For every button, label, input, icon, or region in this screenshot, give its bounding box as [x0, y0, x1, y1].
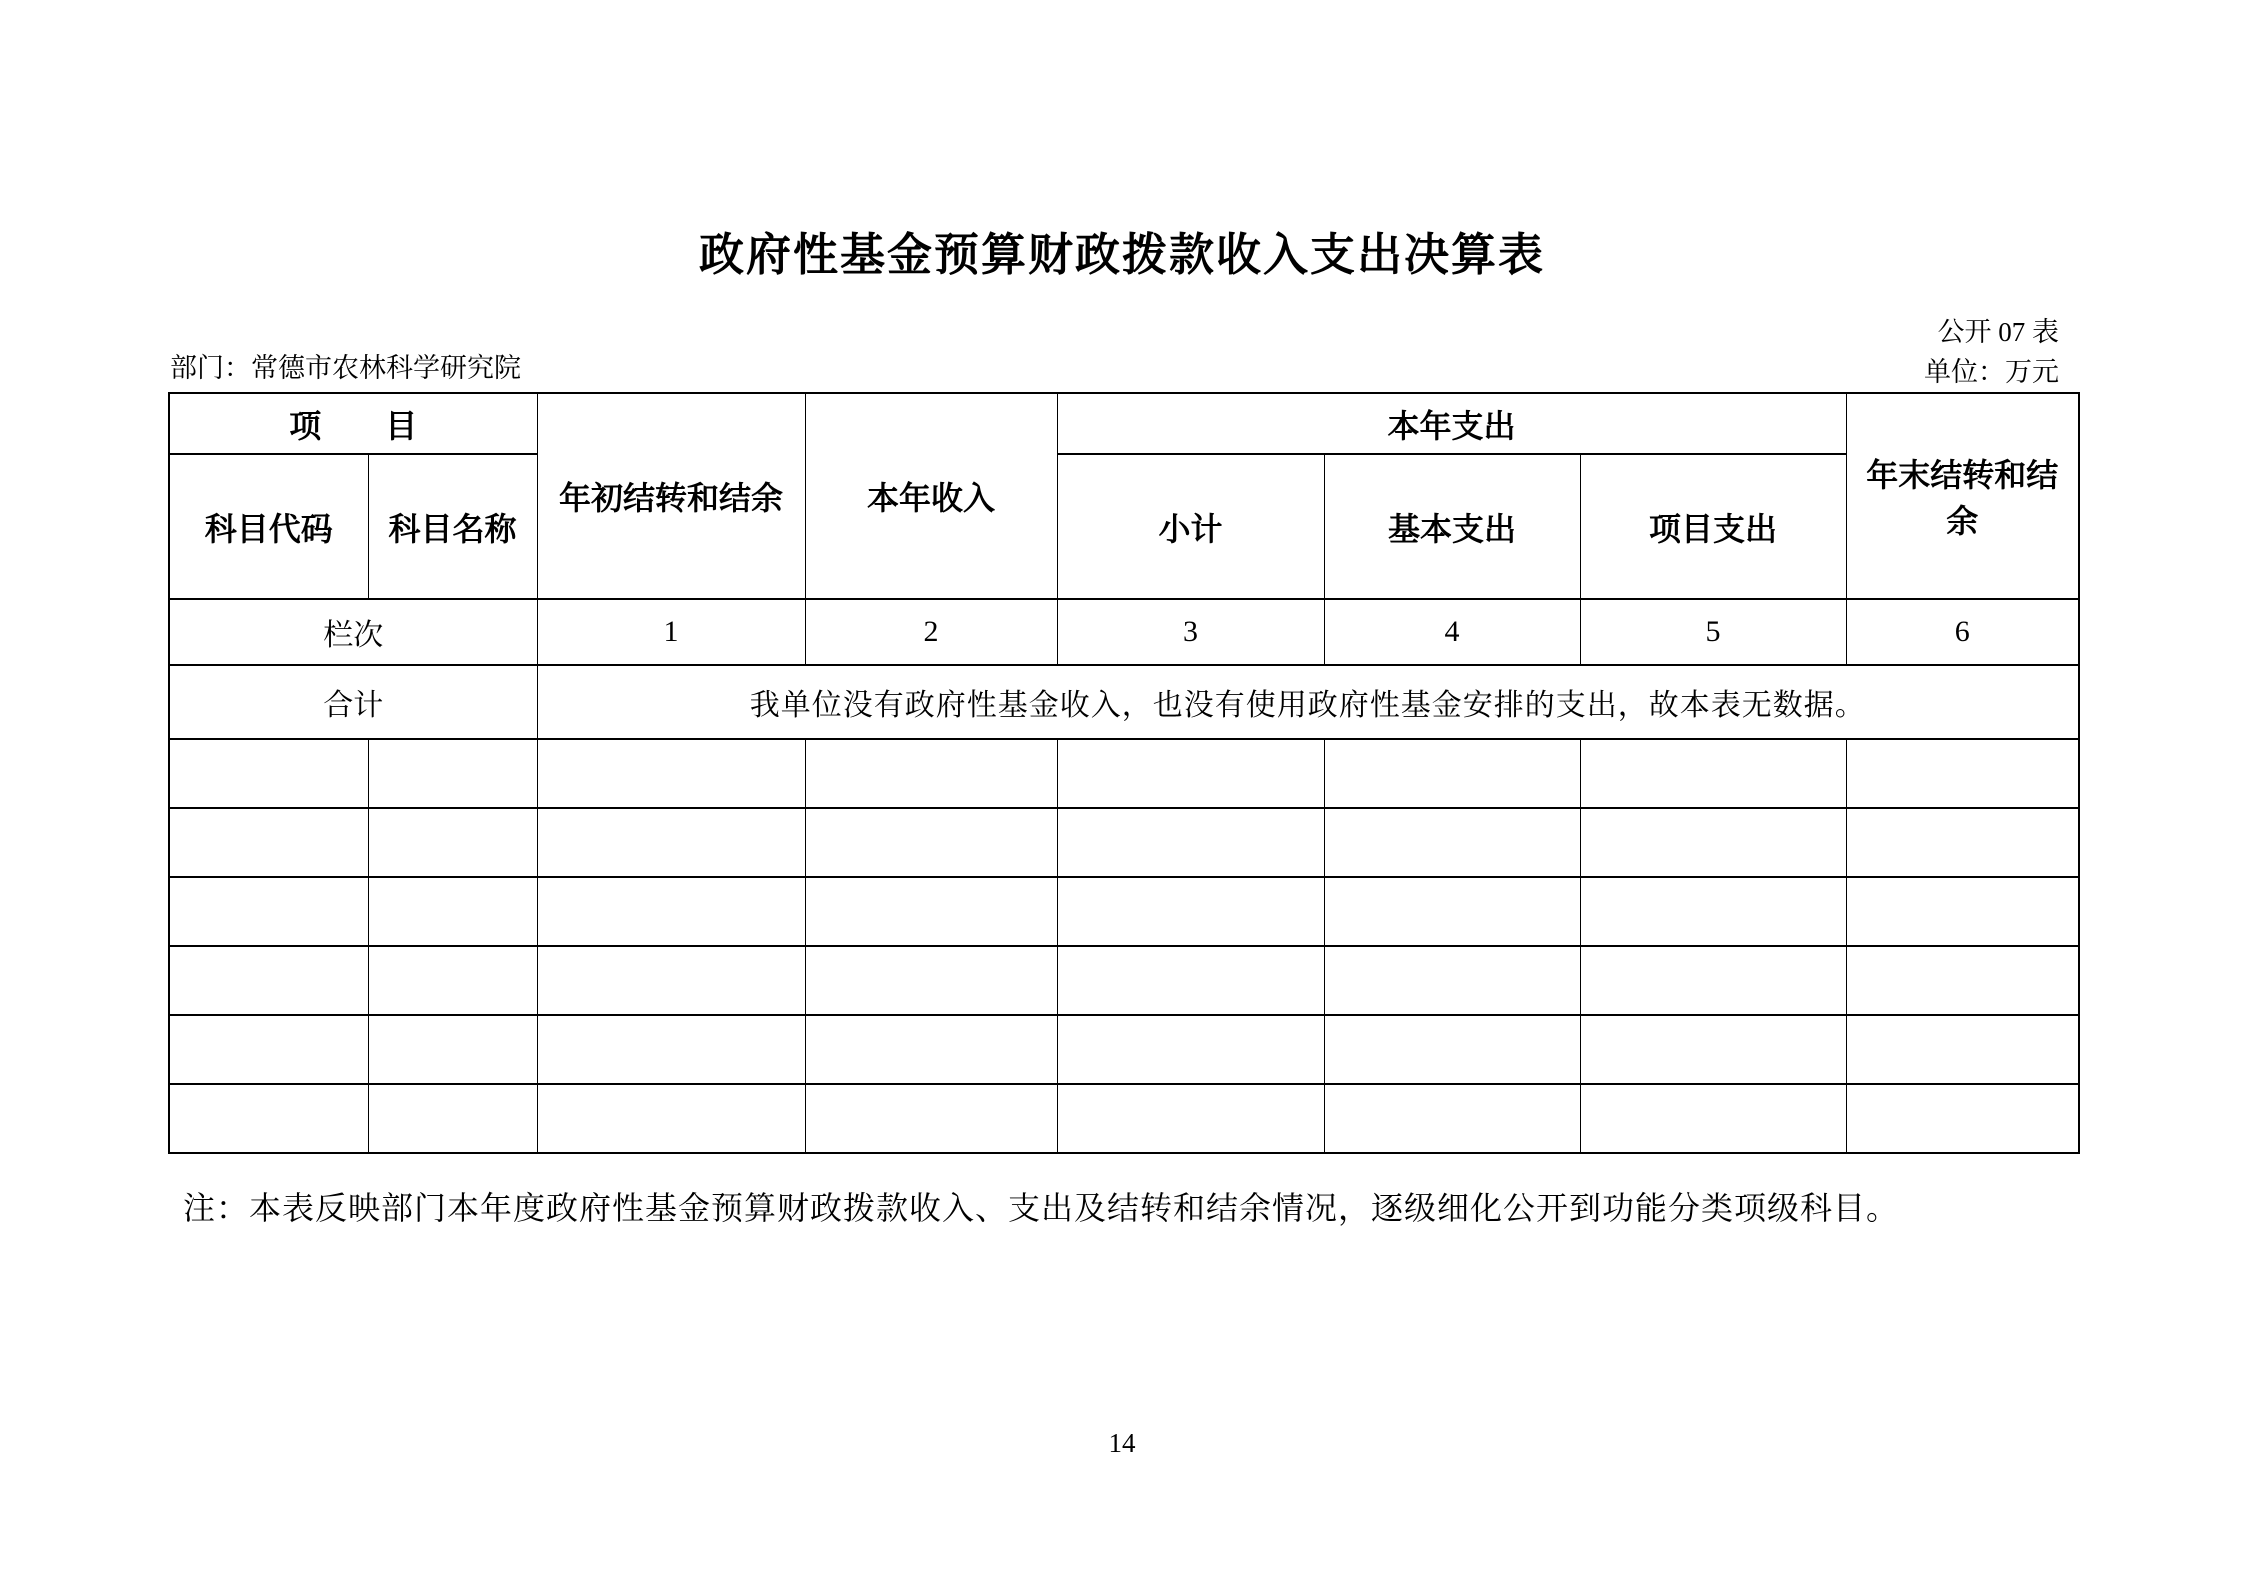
total-row-content: 我单位没有政府性基金收入，也没有使用政府性基金安排的支出，故本表无数据。 — [537, 665, 2079, 739]
empty-cell — [1057, 1015, 1324, 1084]
header-current-income: 本年收入 — [805, 393, 1057, 599]
page-number: 14 — [1108, 1428, 1136, 1458]
empty-cell — [1057, 877, 1324, 946]
footnote: 注：本表反映部门本年度政府性基金预算财政拨款收入、支出及结转和结余情况，逐级细化公开到功能分类项级科目。 — [183, 1190, 1900, 1226]
empty-cell — [1580, 1084, 1846, 1153]
empty-cell — [1057, 946, 1324, 1015]
empty-cell — [537, 808, 805, 877]
empty-cell — [1846, 946, 2079, 1015]
header-begin-balance: 年初结转和结余 — [537, 393, 805, 599]
empty-cell — [805, 946, 1057, 1015]
empty-cell — [1324, 1084, 1580, 1153]
empty-cell — [805, 1015, 1057, 1084]
empty-table-row — [169, 739, 2079, 808]
header-project: 项 目 — [169, 393, 537, 454]
column-index-6: 6 — [1846, 599, 2079, 665]
empty-cell — [1580, 946, 1846, 1015]
empty-table-row — [169, 877, 2079, 946]
total-row — [169, 665, 2079, 739]
empty-table-row — [169, 1015, 2079, 1084]
empty-cell — [1580, 877, 1846, 946]
fund-budget-table — [168, 392, 2080, 1154]
empty-cell — [169, 808, 368, 877]
header-subject-name: 科目名称 — [368, 454, 537, 599]
header-subject-code: 科目代码 — [169, 454, 368, 599]
department-label: 部门：常德市农林科学研究院 — [170, 353, 521, 383]
empty-cell — [368, 739, 537, 808]
column-index-row — [169, 599, 2079, 665]
page-title: 政府性基金预算财政拨款收入支出决算表 — [698, 228, 1545, 281]
empty-cell — [805, 739, 1057, 808]
total-row-label: 合计 — [169, 665, 537, 739]
empty-cell — [368, 1015, 537, 1084]
empty-cell — [368, 808, 537, 877]
empty-cell — [1057, 739, 1324, 808]
empty-cell — [1846, 1084, 2079, 1153]
empty-cell — [537, 739, 805, 808]
empty-cell — [1324, 946, 1580, 1015]
empty-cell — [169, 1015, 368, 1084]
empty-cell — [805, 877, 1057, 946]
header-subtotal: 小计 — [1057, 454, 1324, 599]
unit-label: 单位：万元 — [1924, 357, 2059, 387]
header-basic-expenditure: 基本支出 — [1324, 454, 1580, 599]
table-header-row-1 — [169, 393, 2079, 454]
empty-cell — [805, 808, 1057, 877]
empty-cell — [537, 1015, 805, 1084]
empty-cell — [1846, 739, 2079, 808]
empty-cell — [368, 946, 537, 1015]
header-current-expenditure: 本年支出 — [1057, 393, 1846, 454]
column-index-2: 2 — [805, 599, 1057, 665]
empty-cell — [169, 877, 368, 946]
column-index-3: 3 — [1057, 599, 1324, 665]
table-header-row-2 — [169, 454, 2079, 599]
empty-cell — [368, 877, 537, 946]
header-end-balance: 年末结转和结余 — [1846, 393, 2079, 599]
empty-cell — [1846, 1015, 2079, 1084]
empty-cell — [805, 1084, 1057, 1153]
empty-table-row — [169, 808, 2079, 877]
empty-cell — [1057, 1084, 1324, 1153]
empty-cell — [368, 1084, 537, 1153]
empty-cell — [1580, 1015, 1846, 1084]
empty-cell — [1324, 1015, 1580, 1084]
empty-cell — [537, 946, 805, 1015]
empty-cell — [537, 877, 805, 946]
column-index-1: 1 — [537, 599, 805, 665]
empty-cell — [1580, 808, 1846, 877]
column-index-4: 4 — [1324, 599, 1580, 665]
empty-cell — [169, 946, 368, 1015]
column-index-label: 栏次 — [169, 599, 537, 665]
empty-cell — [1324, 808, 1580, 877]
empty-cell — [1580, 739, 1846, 808]
empty-cell — [1846, 808, 2079, 877]
empty-table-row — [169, 1084, 2079, 1153]
empty-cell — [1846, 877, 2079, 946]
empty-table-row — [169, 946, 2079, 1015]
empty-cell — [537, 1084, 805, 1153]
empty-cell — [1324, 877, 1580, 946]
table-code-label: 公开 07 表 — [1937, 317, 2059, 347]
header-project-expenditure: 项目支出 — [1580, 454, 1846, 599]
empty-cell — [1057, 808, 1324, 877]
empty-cell — [169, 1084, 368, 1153]
empty-cell — [169, 739, 368, 808]
empty-cell — [1324, 739, 1580, 808]
column-index-5: 5 — [1580, 599, 1846, 665]
